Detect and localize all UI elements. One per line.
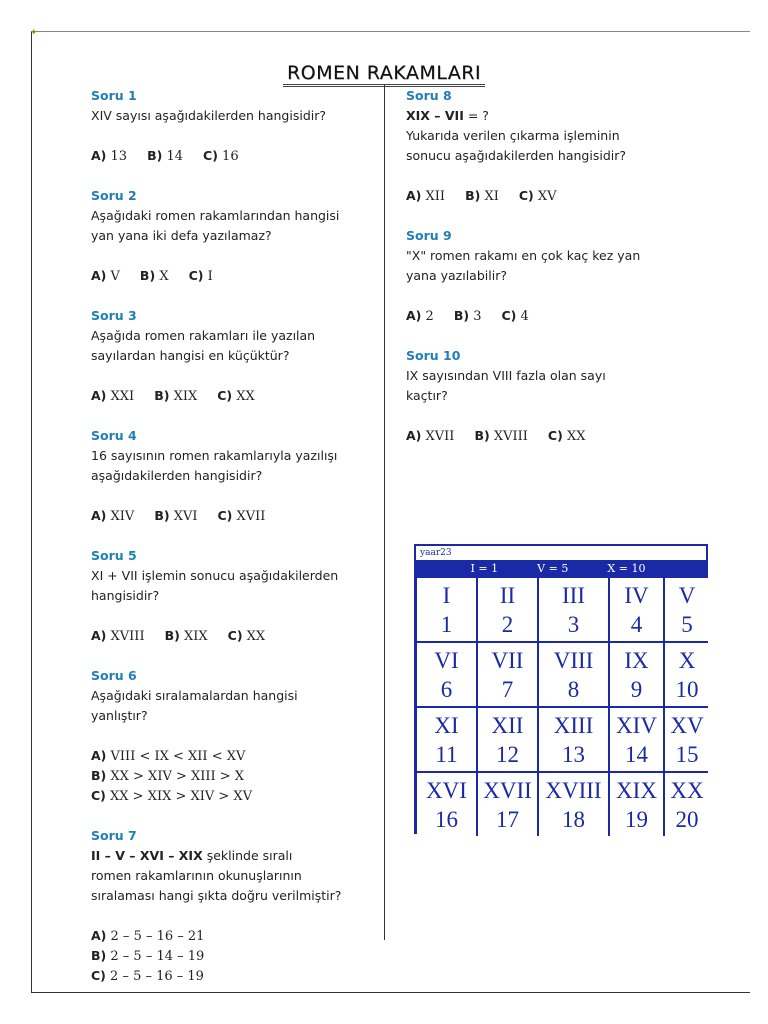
answer-option[interactable] [91, 966, 371, 986]
question-number: Soru 8 [406, 88, 452, 103]
arabic-number: 13 [562, 741, 585, 767]
answer-option[interactable] [165, 626, 208, 647]
arabic-number: 3 [567, 611, 580, 637]
answer-option[interactable] [406, 186, 445, 207]
spacer [406, 286, 686, 306]
question-block [91, 426, 371, 526]
question-text: Aşağıda romen rakamları ile yazılan [91, 328, 316, 343]
option-text: VIII < IX < XII < XV [110, 749, 246, 764]
answer-option[interactable] [465, 186, 499, 207]
option-text: 16 [222, 149, 239, 164]
option-text: 2 – 5 – 14 – 19 [110, 949, 205, 964]
answer-option[interactable] [501, 306, 528, 327]
arabic-number: 4 [630, 611, 643, 637]
roman-numeral: XIII [553, 712, 594, 738]
spacer [91, 166, 371, 186]
option-text: XII [425, 189, 446, 204]
answer-option[interactable] [217, 386, 255, 407]
roman-numeral: XI [434, 712, 459, 738]
question-block [406, 86, 686, 206]
option-letter: A) [91, 748, 107, 763]
answer-option[interactable] [91, 386, 134, 407]
numeral-cell [478, 578, 537, 641]
roman-numeral: IV [624, 582, 649, 608]
question-number: Soru 10 [406, 348, 461, 363]
answer-options [91, 626, 371, 646]
spacer [91, 606, 371, 626]
question-text: sayılardan hangisi en küçüktür? [91, 348, 290, 363]
roman-numerals-table [414, 544, 708, 834]
question-number: Soru 4 [91, 428, 137, 443]
table-grid [417, 578, 705, 836]
numeral-cell [610, 643, 663, 706]
answer-option[interactable] [189, 266, 213, 287]
question-number: Soru 9 [406, 228, 452, 243]
legend-item: V = 5 [537, 562, 569, 575]
question-text: Aşağıdaki romen rakamlarından hangisi [91, 208, 340, 223]
option-text: XVII [236, 509, 266, 524]
option-text: XIV [110, 509, 135, 524]
question-number: Soru 3 [91, 308, 137, 323]
answer-option[interactable] [154, 506, 197, 527]
question-number: Soru 5 [91, 548, 137, 563]
arabic-number: 18 [562, 806, 585, 832]
numeral-cell [478, 708, 537, 771]
answer-option[interactable] [91, 506, 134, 527]
option-text: XX [566, 429, 586, 444]
roman-numeral: XII [491, 712, 524, 738]
answer-option[interactable] [91, 926, 371, 946]
answer-option[interactable] [91, 746, 371, 766]
option-text: XVI [173, 509, 198, 524]
question-text: "X" romen rakamı en çok kaç kez yan [406, 248, 641, 263]
numeral-cell [610, 578, 663, 641]
option-text: XX [246, 629, 266, 644]
spacer [91, 806, 371, 826]
question-lead-bold: XIX – VII [406, 108, 464, 123]
option-letter: C) [518, 188, 534, 203]
question-text: sıralaması hangi şıkta doğru verilmiştir? [91, 888, 342, 903]
answer-options [406, 426, 686, 446]
option-letter: B) [474, 428, 490, 443]
column-divider [384, 84, 385, 940]
option-letter: A) [91, 148, 107, 163]
spacer [91, 406, 371, 426]
question-text: XI + VII işlemin sonucu aşağıdakilerden [91, 568, 339, 583]
spacer [91, 526, 371, 546]
legend-item: I = 1 [470, 562, 499, 575]
question-number: Soru 1 [91, 88, 137, 103]
right-column [406, 86, 686, 446]
numeral-cell [417, 578, 476, 641]
left-column [91, 86, 371, 986]
question-text: kaçtır? [406, 388, 448, 403]
answer-option[interactable] [154, 386, 197, 407]
spacer [91, 286, 371, 306]
spacer [91, 486, 371, 506]
arabic-number: 10 [675, 676, 699, 702]
option-text: 2 [425, 309, 434, 324]
option-letter: C) [217, 388, 233, 403]
numeral-cell [610, 708, 663, 771]
numeral-cell [478, 773, 537, 836]
option-letter: B) [91, 948, 107, 963]
question-text: sonucu aşağıdakilerden hangisidir? [406, 148, 627, 163]
question-number: Soru 2 [91, 188, 137, 203]
arabic-number: 8 [567, 676, 580, 702]
option-letter: B) [453, 308, 470, 323]
option-text: X [159, 269, 169, 284]
question-text: yan yana iki defa yazılamaz? [91, 228, 272, 243]
question-block [91, 306, 371, 406]
answer-option[interactable] [228, 626, 266, 647]
arabic-number: 7 [501, 676, 514, 702]
roman-numeral: II [499, 582, 516, 608]
arabic-number: 5 [681, 611, 693, 637]
option-text: XX > XIV > XIII > X [110, 769, 245, 784]
question-block [91, 546, 371, 646]
question-block [406, 226, 686, 326]
question-text: hangisidir? [91, 588, 160, 603]
numeral-cell [417, 773, 476, 836]
numeral-cell [665, 773, 709, 836]
answer-option[interactable] [91, 786, 371, 806]
option-text: XI [484, 189, 499, 204]
roman-numeral: III [562, 582, 585, 608]
numeral-cell [478, 643, 537, 706]
numeral-cell [539, 578, 608, 641]
option-text: XV [537, 189, 557, 204]
question-number: Soru 6 [91, 668, 137, 683]
spacer [406, 166, 686, 186]
table-legend [417, 560, 705, 578]
arabic-number: 19 [625, 806, 648, 832]
answer-options [91, 266, 371, 286]
question-number: Soru 7 [91, 828, 137, 843]
roman-numeral: XVI [426, 777, 467, 803]
question-lead [91, 846, 371, 866]
numeral-cell [539, 643, 608, 706]
corner-mark-icon: ✦ [30, 28, 38, 38]
roman-numeral: XX [670, 777, 704, 803]
spacer [406, 326, 686, 346]
roman-numeral: VIII [553, 647, 594, 673]
roman-numeral: IX [624, 647, 649, 673]
roman-numeral: I [442, 582, 451, 608]
question-text: yanlıştır? [91, 708, 148, 723]
option-letter: A) [91, 628, 107, 643]
option-text: V [110, 269, 120, 284]
option-letter: B) [91, 768, 107, 783]
arabic-number: 12 [496, 741, 519, 767]
option-letter: A) [91, 388, 107, 403]
option-letter: A) [406, 188, 422, 203]
option-letter: C) [91, 788, 106, 803]
option-text: 2 – 5 – 16 – 21 [110, 929, 205, 944]
option-letter: A) [91, 928, 107, 943]
question-block [91, 666, 371, 806]
answer-option[interactable] [217, 506, 265, 527]
arabic-number: 6 [440, 676, 453, 702]
answer-options [406, 306, 686, 326]
option-text: 2 – 5 – 16 – 19 [110, 969, 204, 984]
question-lead [406, 106, 686, 126]
numeral-cell [539, 708, 608, 771]
question-block [406, 346, 686, 446]
answer-option[interactable] [140, 266, 169, 287]
answer-option[interactable] [91, 766, 371, 786]
arabic-number: 14 [625, 741, 648, 767]
answer-option[interactable] [203, 146, 239, 167]
answer-options [91, 146, 371, 166]
roman-numeral: VI [434, 647, 459, 673]
option-text: XIX [173, 389, 198, 404]
option-letter: B) [139, 268, 156, 283]
numeral-cell [665, 578, 709, 641]
roman-numeral: XVIII [545, 777, 602, 803]
question-text: 16 sayısının romen rakamlarıyla yazılışı [91, 448, 338, 463]
roman-numeral: V [678, 582, 696, 608]
roman-numeral: XIX [616, 777, 657, 803]
option-letter: A) [91, 268, 107, 283]
option-text: I [207, 269, 213, 284]
table-caption: yaar23 [416, 546, 706, 560]
answer-option[interactable] [91, 266, 120, 287]
option-letter: C) [501, 308, 517, 323]
question-lead-rest: = ? [463, 108, 489, 123]
question-text: Aşağıdaki sıralamalardan hangisi [91, 688, 298, 703]
option-text: XVII [425, 429, 455, 444]
question-text: Yukarıda verilen çıkarma işleminin [406, 128, 620, 143]
numeral-cell [665, 708, 709, 771]
answer-option[interactable] [91, 146, 127, 167]
question-text: IX sayısından VIII fazla olan sayı [406, 368, 606, 383]
option-text: 4 [520, 309, 529, 324]
option-text: 13 [110, 149, 128, 164]
option-text: XXI [110, 389, 135, 404]
answer-option[interactable] [91, 626, 145, 647]
question-text: yana yazılabilir? [406, 268, 507, 283]
roman-numeral: XV [670, 712, 704, 738]
answer-options [91, 386, 371, 406]
arabic-number: 16 [435, 806, 458, 832]
option-letter: A) [406, 428, 422, 443]
spacer [91, 366, 371, 386]
answer-option[interactable] [406, 306, 434, 327]
answer-option[interactable] [147, 146, 183, 167]
numeral-cell [417, 643, 476, 706]
roman-numeral: XVII [483, 777, 532, 803]
option-letter: B) [164, 628, 180, 643]
option-letter: B) [465, 188, 481, 203]
answer-option[interactable] [519, 186, 557, 207]
spacer [91, 726, 371, 746]
option-letter: C) [188, 268, 204, 283]
roman-numeral: X [678, 647, 696, 673]
answer-option[interactable] [474, 426, 527, 447]
answer-option[interactable] [91, 946, 371, 966]
option-text: XIX [183, 629, 208, 644]
option-letter: A) [91, 508, 107, 523]
roman-numeral: XIV [616, 712, 657, 738]
numeral-cell [610, 773, 663, 836]
question-text: romen rakamlarının okunuşlarının [91, 868, 302, 883]
option-letter: B) [147, 148, 163, 163]
spacer [406, 406, 686, 426]
spacer [91, 906, 371, 926]
roman-numeral: VII [491, 647, 524, 673]
option-text: 14 [166, 149, 184, 164]
arabic-number: 15 [675, 741, 699, 767]
answer-option[interactable] [548, 426, 586, 447]
numeral-cell [417, 708, 476, 771]
numeral-cell [665, 643, 709, 706]
answer-option[interactable] [406, 426, 454, 447]
option-letter: B) [154, 388, 170, 403]
option-letter: B) [154, 508, 170, 523]
option-letter: C) [547, 428, 563, 443]
arabic-number: 1 [440, 611, 453, 637]
answer-option[interactable] [454, 306, 482, 327]
option-text: XX [236, 389, 255, 404]
arabic-number: 9 [630, 676, 643, 702]
question-text: aşağıdakilerden hangisidir? [91, 468, 263, 483]
option-letter: A) [406, 308, 422, 323]
option-text: XX > XIX > XIV > XV [110, 789, 253, 804]
legend-item: X = 10 [607, 562, 646, 575]
spacer [91, 126, 371, 146]
option-letter: C) [217, 508, 233, 523]
option-letter: C) [203, 148, 218, 163]
spacer [406, 206, 686, 226]
question-lead-rest: şeklinde sıralı [202, 848, 293, 863]
option-text: XVIII [493, 429, 528, 444]
numeral-cell [539, 773, 608, 836]
question-lead-bold: II – V – XVI – XIX [91, 848, 203, 863]
arabic-number: 2 [501, 611, 514, 637]
question-block [91, 186, 371, 286]
question-block [91, 86, 371, 166]
arabic-number: 20 [675, 806, 699, 832]
spacer [91, 646, 371, 666]
page-title: ROMEN RAKAMLARI [0, 62, 768, 87]
option-letter: C) [91, 968, 106, 983]
question-block [91, 826, 371, 986]
option-text: XVIII [110, 629, 145, 644]
option-letter: C) [227, 628, 243, 643]
spacer [91, 246, 371, 266]
arabic-number: 17 [496, 806, 519, 832]
answer-options [406, 186, 686, 206]
answer-options [91, 506, 371, 526]
arabic-number: 11 [435, 741, 458, 767]
option-text: 3 [473, 309, 482, 324]
question-text: XIV sayısı aşağıdakilerden hangisidir? [91, 108, 327, 123]
